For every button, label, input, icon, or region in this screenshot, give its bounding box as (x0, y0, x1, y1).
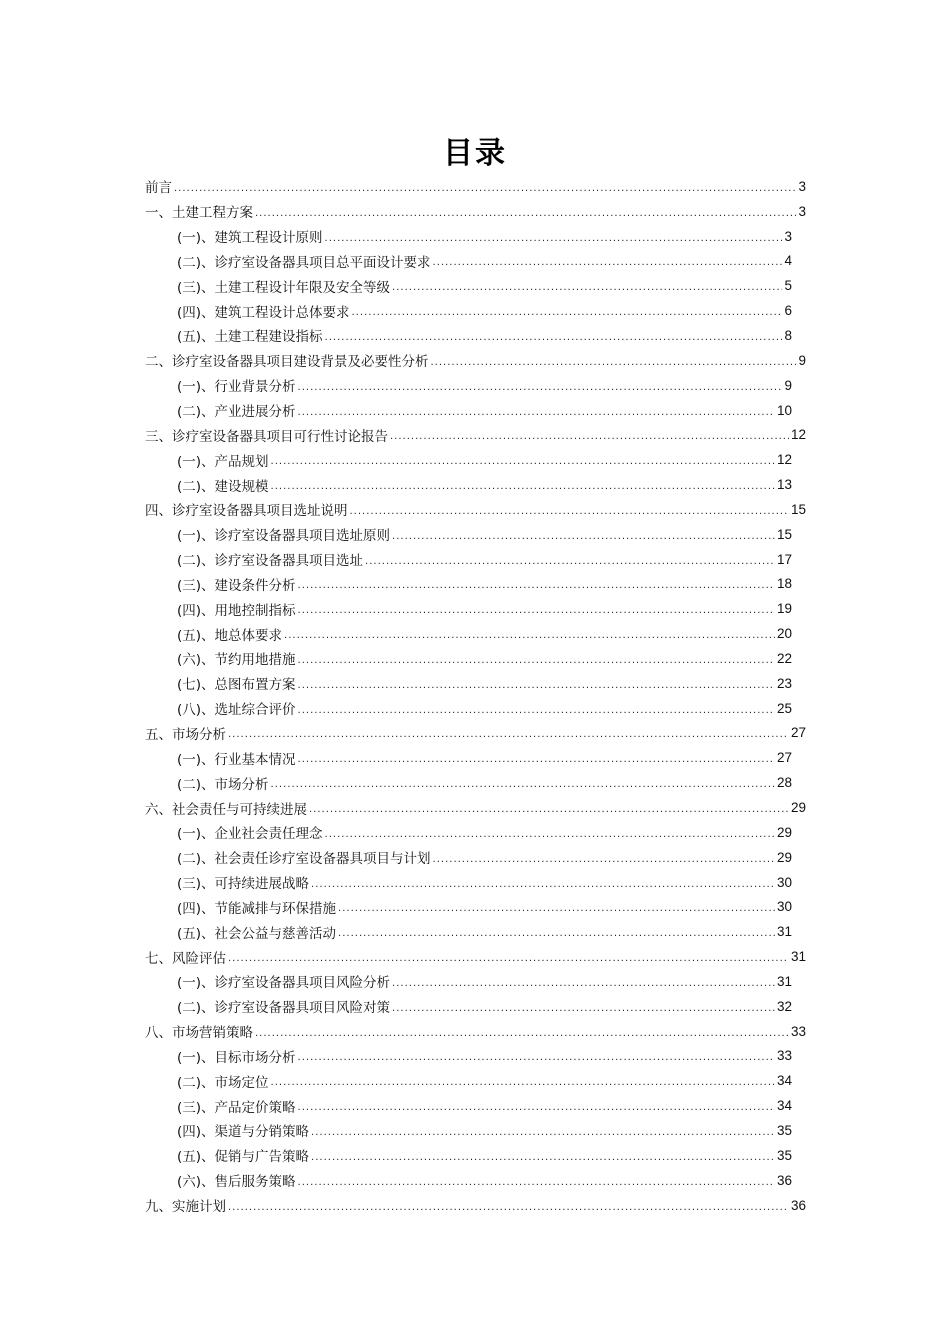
toc-entry-page-number: 3 (784, 228, 792, 244)
toc-entry-label: (二)、社会责任诊疗室设备器具项目与计划 (177, 851, 431, 868)
toc-subentry[interactable] (145, 323, 806, 348)
toc-entry-page-number: 5 (784, 278, 792, 294)
toc-subentry[interactable] (145, 273, 806, 298)
toc-entry-label: (二)、诊疗室设备器具项目总平面设计要求 (177, 254, 431, 271)
toc-subentry[interactable] (145, 994, 806, 1019)
toc-subentry[interactable] (145, 1168, 806, 1193)
toc-entry-label: (一)、产品规划 (177, 453, 269, 470)
toc-entry-page-number: 29 (776, 824, 792, 840)
toc-entry-label: (六)、售后服务策略 (177, 1174, 296, 1191)
toc-entry-label: (四)、用地控制指标 (177, 602, 296, 619)
toc-entry-page-number: 31 (776, 973, 792, 989)
toc-entry-page-number: 30 (776, 874, 792, 890)
dot-leader (365, 556, 775, 567)
dot-leader (431, 357, 797, 368)
toc-entry-label: (一)、企业社会责任理念 (177, 826, 323, 843)
dot-leader (298, 1052, 775, 1063)
toc-entry-label: (三)、可持续进展战略 (177, 876, 310, 893)
toc-entry-page-number: 29 (790, 800, 806, 816)
toc-entry-label: 七、风险评估 (145, 950, 226, 967)
toc-subentry[interactable] (145, 621, 806, 646)
toc-entry-label: (三)、土建工程设计年限及安全等级 (177, 279, 391, 296)
toc-entry-page-number: 29 (776, 849, 792, 865)
toc-entry-label: 五、市场分析 (145, 726, 226, 743)
toc-entry-label: 一、土建工程方案 (145, 205, 253, 222)
dot-leader (311, 879, 775, 890)
dot-leader (271, 456, 775, 467)
toc-entry-label: (二)、诊疗室设备器具项目风险对策 (177, 1000, 391, 1017)
toc-entry-label: (四)、节能减排与环保措施 (177, 900, 337, 917)
toc-entry-page-number: 27 (790, 725, 806, 741)
toc-subentry[interactable] (145, 522, 806, 547)
toc-entry-page-number: 6 (784, 303, 792, 319)
dot-leader (298, 407, 775, 418)
toc-entry-page-number: 22 (776, 650, 792, 666)
dot-leader (271, 481, 775, 492)
toc-entry[interactable] (145, 721, 806, 746)
toc-entry-page-number: 35 (776, 1122, 792, 1138)
toc-subentry[interactable] (145, 1044, 806, 1069)
toc-entry-label: (七)、总图布置方案 (177, 677, 296, 694)
toc-entry-label: (八)、选址综合评价 (177, 702, 296, 719)
dot-leader (392, 282, 782, 293)
dot-leader (392, 531, 775, 542)
toc-entry[interactable] (145, 795, 806, 820)
toc-entry-page-number: 9 (784, 377, 792, 393)
toc-subentry[interactable] (145, 919, 806, 944)
toc-entry-page-number: 20 (776, 626, 792, 642)
dot-leader (298, 382, 783, 393)
toc-entry-label: (三)、建设条件分析 (177, 577, 296, 594)
dot-leader (298, 705, 775, 716)
toc-entry-page-number: 15 (790, 501, 806, 517)
toc-subentry[interactable] (145, 1093, 806, 1118)
toc-entry[interactable] (145, 199, 806, 224)
table-of-contents (145, 174, 806, 1217)
toc-entry-label: (四)、渠道与分销策略 (177, 1124, 310, 1141)
toc-entry[interactable] (145, 497, 806, 522)
toc-entry-label: (四)、建筑工程设计总体要求 (177, 304, 350, 321)
toc-entry-page-number: 33 (776, 1048, 792, 1064)
toc-subentry[interactable] (145, 696, 806, 721)
dot-leader (392, 978, 775, 989)
dot-leader (228, 1202, 789, 1213)
toc-entry-page-number: 32 (776, 998, 792, 1014)
toc-entry-page-number: 10 (776, 402, 792, 418)
toc-entry-label: 前言 (145, 180, 172, 197)
dot-leader (311, 1127, 775, 1138)
toc-entry-page-number: 9 (798, 352, 806, 368)
toc-entry-page-number: 12 (790, 427, 806, 443)
dot-leader (298, 680, 775, 691)
dot-leader (228, 729, 789, 740)
toc-entry-page-number: 12 (776, 452, 792, 468)
toc-subentry[interactable] (145, 894, 806, 919)
toc-entry-label: 三、诊疗室设备器具项目可行性讨论报告 (145, 428, 388, 445)
toc-entry-label: (一)、建筑工程设计原则 (177, 230, 323, 247)
dot-leader (325, 829, 775, 840)
toc-entry-label: 八、市场营销策略 (145, 1025, 253, 1042)
toc-subentry[interactable] (145, 969, 806, 994)
toc-entry-label: 四、诊疗室设备器具项目选址说明 (145, 503, 348, 520)
dot-leader (174, 183, 796, 194)
toc-entry-page-number: 36 (776, 1172, 792, 1188)
dot-leader (284, 630, 775, 641)
toc-entry-page-number: 15 (776, 526, 792, 542)
dot-leader (311, 1152, 775, 1163)
toc-entry-page-number: 13 (776, 477, 792, 493)
dot-leader (433, 854, 775, 865)
toc-subentry[interactable] (145, 596, 806, 621)
toc-entry-page-number: 18 (776, 576, 792, 592)
toc-entry-page-number: 17 (776, 551, 792, 567)
toc-subentry[interactable] (145, 820, 806, 845)
toc-subentry[interactable] (145, 373, 806, 398)
toc-entry-label: (一)、行业基本情况 (177, 751, 296, 768)
toc-entry-page-number: 31 (790, 949, 806, 965)
dot-leader (350, 506, 789, 517)
toc-entry-label: (二)、产业进展分析 (177, 404, 296, 421)
toc-subentry[interactable] (145, 447, 806, 472)
toc-entry-page-number: 34 (776, 1098, 792, 1114)
toc-entry-label: (一)、行业背景分析 (177, 379, 296, 396)
toc-entry-label: (五)、社会公益与慈善活动 (177, 925, 337, 942)
toc-subentry[interactable] (145, 224, 806, 249)
toc-subentry[interactable] (145, 870, 806, 895)
toc-entry-label: (二)、市场分析 (177, 776, 269, 793)
toc-entry-page-number: 8 (784, 327, 792, 343)
toc-entry[interactable] (145, 174, 806, 199)
toc-entry[interactable] (145, 944, 806, 969)
dot-leader (255, 208, 796, 219)
dot-leader (255, 1028, 789, 1039)
toc-entry-label: (五)、地总体要求 (177, 627, 283, 644)
dot-leader (390, 431, 789, 442)
toc-entry-label: (三)、产品定价策略 (177, 1099, 296, 1116)
toc-entry-page-number: 3 (798, 203, 806, 219)
toc-entry-label: (一)、目标市场分析 (177, 1049, 296, 1066)
toc-entry-label: (一)、诊疗室设备器具项目风险分析 (177, 975, 391, 992)
dot-leader (338, 928, 775, 939)
dot-leader (271, 779, 775, 790)
dot-leader (298, 580, 775, 591)
dot-leader (338, 903, 775, 914)
toc-entry-page-number: 3 (798, 178, 806, 194)
dot-leader (392, 1003, 775, 1014)
toc-subentry[interactable] (145, 770, 806, 795)
toc-entry-page-number: 30 (776, 899, 792, 915)
toc-entry-page-number: 34 (776, 1073, 792, 1089)
dot-leader (433, 257, 783, 268)
toc-entry[interactable] (145, 422, 806, 447)
toc-entry-page-number: 33 (790, 1023, 806, 1039)
toc-entry-page-number: 25 (776, 700, 792, 716)
dot-leader (228, 953, 789, 964)
toc-entry-label: (二)、市场定位 (177, 1074, 269, 1091)
toc-entry-page-number: 35 (776, 1147, 792, 1163)
dot-leader (298, 655, 775, 666)
toc-subentry[interactable] (145, 1068, 806, 1093)
toc-title: 目录 (443, 136, 507, 171)
toc-entry-label: (一)、诊疗室设备器具项目选址原则 (177, 528, 391, 545)
toc-entry-page-number: 31 (776, 924, 792, 940)
dot-leader (309, 804, 789, 815)
toc-entry-page-number: 19 (776, 601, 792, 617)
toc-subentry[interactable] (145, 249, 806, 274)
toc-entry-label: 二、诊疗室设备器具项目建设背景及必要性分析 (145, 354, 429, 371)
toc-subentry[interactable] (145, 398, 806, 423)
toc-entry-label: (五)、土建工程建设指标 (177, 329, 323, 346)
dot-leader (298, 605, 775, 616)
toc-entry-label: (二)、建设规模 (177, 478, 269, 495)
toc-entry-page-number: 27 (776, 750, 792, 766)
dot-leader (352, 307, 783, 318)
toc-entry-label: (二)、诊疗室设备器具项目选址 (177, 553, 364, 570)
toc-subentry[interactable] (145, 845, 806, 870)
toc-entry-label: (五)、促销与广告策略 (177, 1149, 310, 1166)
toc-subentry[interactable] (145, 547, 806, 572)
toc-subentry[interactable] (145, 298, 806, 323)
toc-subentry[interactable] (145, 646, 806, 671)
toc-entry-page-number: 28 (776, 775, 792, 791)
toc-entry[interactable] (145, 1193, 806, 1218)
toc-entry-page-number: 23 (776, 675, 792, 691)
toc-entry[interactable] (145, 348, 806, 373)
toc-entry-page-number: 36 (790, 1197, 806, 1213)
toc-subentry[interactable] (145, 572, 806, 597)
toc-entry-label: (六)、节约用地措施 (177, 652, 296, 669)
toc-subentry[interactable] (145, 1118, 806, 1143)
toc-entry-label: 六、社会责任与可持续进展 (145, 801, 307, 818)
dot-leader (325, 233, 783, 244)
toc-subentry[interactable] (145, 745, 806, 770)
toc-subentry[interactable] (145, 472, 806, 497)
toc-subentry[interactable] (145, 1143, 806, 1168)
dot-leader (298, 1177, 775, 1188)
toc-subentry[interactable] (145, 671, 806, 696)
toc-entry-page-number: 4 (784, 253, 792, 269)
dot-leader (271, 1077, 775, 1088)
toc-entry-label: 九、实施计划 (145, 1199, 226, 1216)
dot-leader (298, 1102, 775, 1113)
toc-entry[interactable] (145, 1019, 806, 1044)
dot-leader (298, 754, 775, 765)
dot-leader (325, 332, 783, 343)
